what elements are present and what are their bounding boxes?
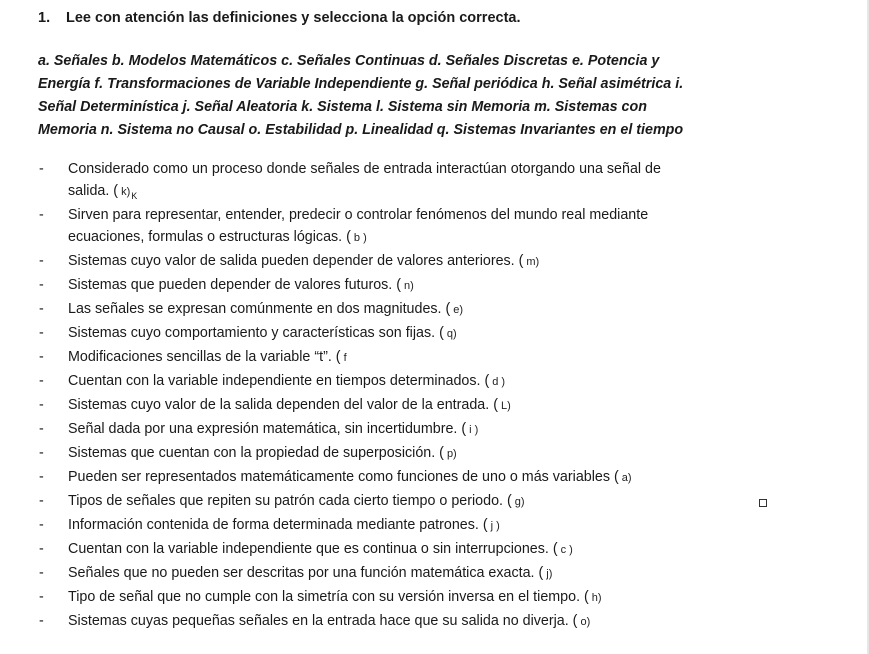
list-item	[0, 562, 760, 586]
handwritten-answer: o)	[580, 616, 591, 628]
handwritten-answer: i )	[469, 424, 479, 436]
item-text: Tipo de señal que no cumple con la simetría con su versión inversa en el tiempo. (	[68, 589, 589, 605]
item-text: Sistemas que cuentan con la propiedad de superposición. (	[68, 445, 444, 461]
options-line: Memoria n. Sistema no Causal o. Estabilidad p. Linealidad q. Sistemas Invariantes en el tiempo	[38, 122, 684, 138]
item-text: Sistemas que pueden depender de valores futuros. (	[68, 277, 402, 293]
item-text: Sistemas cuyas pequeñas señales en la entrada hace que su salida no diverja. (	[68, 613, 578, 629]
list-item	[0, 610, 760, 634]
list-bullet: -	[39, 469, 44, 485]
list-bullet: -	[39, 277, 44, 293]
list-bullet: -	[39, 613, 44, 629]
item-text: Sistemas cuyo comportamiento y características son fijas. (	[68, 325, 444, 341]
handwritten-answer: L)	[500, 400, 511, 412]
item-text: ecuaciones, formulas o estructuras lógicas. (	[68, 229, 351, 245]
list-item	[0, 586, 760, 610]
item-text: Pueden ser representados matemáticamente como funciones de uno o más variables (	[68, 469, 619, 485]
list-bullet: -	[39, 493, 44, 509]
item-text: Modificaciones sencillas de la variable “t”. (	[68, 349, 341, 365]
list-item	[0, 370, 760, 394]
list-bullet: -	[39, 565, 44, 581]
question-number: 1.	[38, 10, 51, 26]
list-item	[0, 346, 760, 370]
list-bullet: -	[39, 207, 44, 223]
item-text: Las señales se expresan comúnmente en dos magnitudes. (	[68, 301, 451, 317]
list-item	[0, 204, 760, 250]
list-bullet: -	[39, 397, 44, 413]
list-item	[0, 466, 760, 490]
handwritten-answer: f	[343, 352, 347, 364]
list-item	[0, 322, 760, 346]
list-item	[0, 394, 760, 418]
item-text: Sistemas cuyo valor de la salida dependen del valor de la entrada. (	[68, 397, 498, 413]
list-bullet: -	[39, 253, 44, 269]
item-text: Sirven para representar, entender, predecir o controlar fenómenos del mundo real mediante	[68, 207, 649, 223]
handwritten-answer: b )	[353, 232, 367, 244]
list-item	[0, 418, 760, 442]
options-line: Energía f. Transformaciones de Variable Independiente g. Señal periódica h. Señal asimétrica i.	[38, 76, 684, 92]
item-text: Señales que no pueden ser descritas por una función matemática exacta. (	[68, 565, 544, 581]
list-item	[0, 514, 760, 538]
item-text: Señal dada por una expresión matemática, sin incertidumbre. (	[68, 421, 467, 437]
list-bullet: -	[39, 161, 44, 177]
list-bullet: -	[39, 445, 44, 461]
handwritten-answer: k)	[121, 186, 131, 198]
handwritten-answer: e)	[453, 304, 464, 316]
options-line: Señal Determinística j. Señal Aleatoria k. Sistema l. Sistema sin Memoria m. Sistemas con	[38, 99, 647, 115]
item-text: salida. (	[68, 183, 119, 199]
question-title	[38, 10, 521, 26]
list-bullet: -	[39, 541, 44, 557]
list-bullet: -	[39, 301, 44, 317]
list-bullet: -	[39, 421, 44, 437]
list-bullet: -	[39, 517, 44, 533]
handwritten-answer: p)	[446, 448, 457, 460]
list-item	[0, 274, 760, 298]
answer-subscript: K	[131, 190, 138, 201]
options-line: a. Señales b. Modelos Matemáticos c. Señales Continuas d. Señales Discretas e. Potencia y	[38, 53, 660, 69]
list-item	[0, 298, 760, 322]
question-text: Lee con atención las definiciones y selecciona la opción correcta.	[66, 10, 521, 26]
item-text: Considerado como un proceso donde señales de entrada interactúan otorgando una señal de	[68, 161, 661, 177]
list-bullet: -	[39, 325, 44, 341]
handwritten-answer: j)	[546, 568, 553, 580]
item-text: Cuentan con la variable independiente en tiempos determinados. (	[68, 373, 490, 389]
checkbox-square[interactable]	[759, 499, 767, 507]
item-text: Cuentan con la variable independiente que es continua o sin interrupciones. (	[68, 541, 558, 557]
list-bullet: -	[39, 373, 44, 389]
handwritten-answer: d )	[492, 376, 506, 388]
list-bullet: -	[39, 349, 44, 365]
handwritten-answer: c )	[560, 544, 573, 556]
list-item	[0, 538, 760, 562]
handwritten-answer: n)	[404, 280, 414, 292]
handwritten-answer: a)	[621, 472, 632, 484]
list-item	[0, 442, 760, 466]
list-bullet: -	[39, 589, 44, 605]
item-text: Tipos de señales que repiten su patrón cada cierto tiempo o periodo. (	[68, 493, 512, 509]
item-text: Sistemas cuyo valor de salida pueden depender de valores anteriores. (	[68, 253, 524, 269]
list-item	[0, 158, 760, 204]
options-paragraph	[38, 50, 738, 142]
item-text: Información contenida de forma determinada mediante patrones. (	[68, 517, 488, 533]
handwritten-answer: q)	[446, 328, 457, 340]
handwritten-answer: j )	[490, 520, 500, 532]
handwritten-answer: h)	[591, 592, 602, 604]
definition-list	[0, 158, 760, 634]
handwritten-answer: m)	[526, 256, 540, 268]
handwritten-answer: g)	[514, 496, 525, 508]
list-item	[0, 250, 760, 274]
list-item	[0, 490, 760, 514]
